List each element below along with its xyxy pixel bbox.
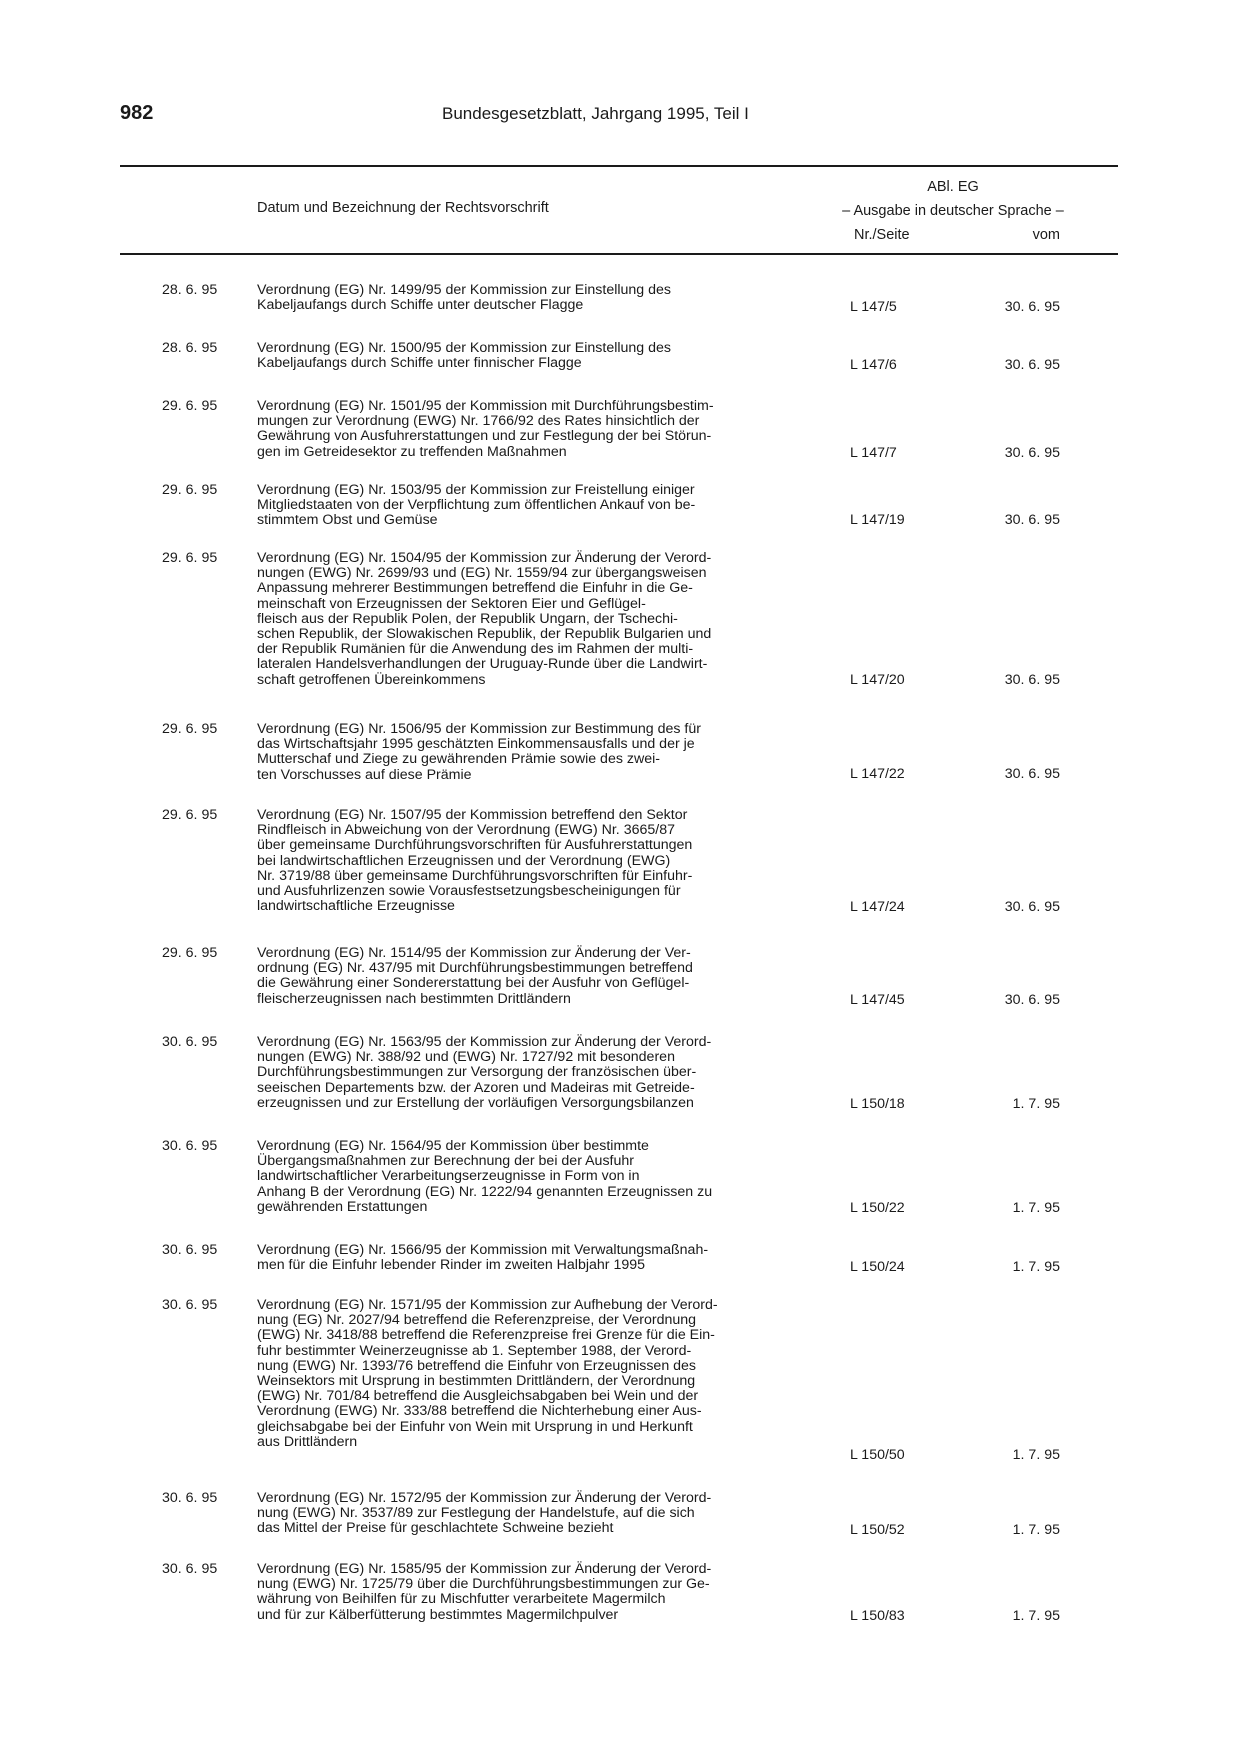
entry-title bbox=[257, 946, 790, 1007]
entry-title-line: Verordnung (EG) Nr. 1504/95 der Kommission zur Änderung der Verord- bbox=[257, 550, 712, 566]
entry-vom: 30. 6. 95 bbox=[1004, 992, 1060, 1008]
col-header-ausgabe: – Ausgabe in deutscher Sprache – bbox=[842, 203, 1064, 219]
entry-title bbox=[257, 1491, 790, 1537]
entry-title-line: nungen (EWG) Nr. 2699/93 und (EG) Nr. 1559/94 zur übergangsweisen bbox=[257, 565, 707, 582]
entry-date: 30. 6. 95 bbox=[162, 1138, 218, 1154]
entry-title-line: Verordnung (EG) Nr. 1585/95 der Kommission zur Änderung der Verord- bbox=[257, 1561, 712, 1577]
entry-nr-seite: L 150/52 bbox=[850, 1522, 905, 1538]
entry-title-line: aus Drittländern bbox=[257, 1433, 358, 1450]
entry-title-line: fuhr bestimmter Weinerzeugnisse ab 1. September 1988, der Verord- bbox=[257, 1342, 692, 1359]
entry-date: 29. 6. 95 bbox=[162, 482, 218, 498]
entry-title-line: Weinsektors mit Ursprung in bestimmten Drittländern, der Verordnung bbox=[257, 1373, 696, 1390]
entry-title-line: lateralen Handelsverhandlungen der Uruguay-Runde über die Landwirt- bbox=[257, 656, 708, 673]
entry-date: 29. 6. 95 bbox=[162, 807, 218, 823]
entry-title-line: bei landwirtschaftlichen Erzeugnissen und der Verordnung (EWG) bbox=[257, 852, 671, 869]
entry-title-line: nung (EWG) Nr. 1393/76 betreffend die Einfuhr von Erzeugnissen des bbox=[257, 1357, 697, 1374]
entry-nr-seite: L 150/24 bbox=[850, 1259, 905, 1275]
entry-nr-seite: L 147/20 bbox=[850, 672, 905, 688]
entry-title bbox=[257, 283, 790, 313]
entry-title-line: Mitgliedstaaten von der Verpflichtung zum öffentlichen Ankauf von be- bbox=[257, 497, 696, 514]
entry-vom: 30. 6. 95 bbox=[1004, 512, 1060, 528]
entry-date: 30. 6. 95 bbox=[162, 1297, 218, 1313]
entry-title-line: Gewährung von Ausfuhrerstattungen und zur Festlegung der bei Störun- bbox=[257, 428, 712, 445]
entry-nr-seite: L 150/18 bbox=[850, 1096, 905, 1112]
entry-title-line: Verordnung (EWG) Nr. 333/88 betreffend die Nichterhebung einer Aus- bbox=[257, 1403, 702, 1420]
entry-title-line: und für zur Kälberfütterung bestimmtes Magermilchpulver bbox=[257, 1606, 619, 1623]
entry-title-line: (EWG) Nr. 3418/88 betreffend die Referenzpreise frei Grenze für die Ein- bbox=[257, 1327, 715, 1344]
entry-title bbox=[257, 483, 790, 529]
entry-title-line: das Wirtschaftsjahr 1995 geschätzten Einkommensausfalls und der je bbox=[257, 736, 695, 753]
entry-title-line: nungen (EWG) Nr. 388/92 und (EWG) Nr. 1727/92 mit besonderen bbox=[257, 1049, 675, 1066]
header-rule-bottom bbox=[120, 253, 1118, 255]
entry-title-line: ten Vorschusses auf diese Prämie bbox=[257, 766, 472, 783]
entry-title-line: Mutterschaf und Ziege zu gewährenden Prämie sowie des zwei- bbox=[257, 751, 660, 768]
entry-date: 28. 6. 95 bbox=[162, 282, 218, 298]
entry-title-line: landwirtschaftliche Erzeugnisse bbox=[257, 898, 455, 915]
entry-title-line: gen im Getreidesektor zu treffenden Maßnahmen bbox=[257, 443, 567, 460]
entry-title-line: nung (EWG) Nr. 1725/79 über die Durchführungsbestimmungen zur Ge- bbox=[257, 1576, 710, 1593]
entry-title-line: Verordnung (EG) Nr. 1500/95 der Kommission zur Einstellung des bbox=[257, 340, 672, 356]
entry-title-line: Nr. 3719/88 über gemeinsame Durchführungsvorschriften für Einfuhr- bbox=[257, 867, 693, 884]
entry-title-line: ordnung (EG) Nr. 437/95 mit Durchführungsbestimmungen betreffend bbox=[257, 960, 693, 977]
entry-title-line: Verordnung (EG) Nr. 1571/95 der Kommission zur Aufhebung der Verord- bbox=[257, 1297, 718, 1313]
entry-nr-seite: L 147/7 bbox=[850, 445, 897, 461]
col-header-vom: vom bbox=[1032, 227, 1060, 243]
entry-title-line: Anpassung mehrerer Bestimmungen betreffend die Einfuhr in die Ge- bbox=[257, 580, 693, 597]
entry-title-line: über gemeinsame Durchführungsvorschriften für Ausfuhrerstattungen bbox=[257, 837, 693, 854]
entry-title-line: Anhang B der Verordnung (EG) Nr. 1222/94 genannten Erzeugnissen zu bbox=[257, 1183, 713, 1200]
entry-title-line: Verordnung (EG) Nr. 1514/95 der Kommission zur Änderung der Ver- bbox=[257, 945, 691, 961]
entry-title bbox=[257, 1298, 790, 1450]
entry-title-line: landwirtschaftlicher Verarbeitungserzeugnisse in Form von in bbox=[257, 1168, 640, 1185]
entry-date: 29. 6. 95 bbox=[162, 550, 218, 566]
entry-title bbox=[257, 1139, 790, 1215]
entry-date: 30. 6. 95 bbox=[162, 1242, 218, 1258]
entry-title-line: Verordnung (EG) Nr. 1506/95 der Kommission zur Bestimmung des für bbox=[257, 721, 701, 737]
entry-nr-seite: L 147/24 bbox=[850, 899, 905, 915]
entry-title bbox=[257, 551, 790, 688]
entry-date: 30. 6. 95 bbox=[162, 1490, 218, 1506]
entry-title-line: das Mittel der Preise für geschlachtete Schweine bezieht bbox=[257, 1520, 614, 1537]
entry-vom: 30. 6. 95 bbox=[1004, 445, 1060, 461]
entry-vom: 30. 6. 95 bbox=[1004, 299, 1060, 315]
entry-nr-seite: L 150/83 bbox=[850, 1608, 905, 1624]
entry-title-line: Verordnung (EG) Nr. 1499/95 der Kommission zur Einstellung des bbox=[257, 282, 672, 298]
entry-title bbox=[257, 808, 790, 914]
entry-nr-seite: L 147/5 bbox=[850, 299, 897, 315]
entry-title-line: der Republik Rumänien für die Anwendung des im Rahmen der multi- bbox=[257, 641, 694, 658]
entry-title-line: Verordnung (EG) Nr. 1566/95 der Kommission mit Verwaltungsmaßnah- bbox=[257, 1242, 709, 1258]
col-header-datum-bezeichnung: Datum und Bezeichnung der Rechtsvorschrift bbox=[257, 200, 549, 216]
entry-vom: 1. 7. 95 bbox=[1012, 1096, 1060, 1112]
entry-title bbox=[257, 722, 790, 783]
entry-date: 29. 6. 95 bbox=[162, 721, 218, 737]
entry-title-line: Durchführungsbestimmungen zur Versorgung der französischen über- bbox=[257, 1064, 697, 1081]
entry-title-line: Verordnung (EG) Nr. 1572/95 der Kommission zur Änderung der Verord- bbox=[257, 1490, 712, 1506]
entry-title-line: währung von Beihilfen für zu Mischfutter verarbeitete Magermilch bbox=[257, 1591, 666, 1608]
entry-title-line: schaft getroffenen Übereinkommens bbox=[257, 671, 486, 688]
entry-title-line: nung (EG) Nr. 2027/94 betreffend die Referenzpreise, der Verordnung bbox=[257, 1312, 697, 1329]
entry-title-line: gewährenden Erstattungen bbox=[257, 1198, 428, 1215]
entry-vom: 1. 7. 95 bbox=[1012, 1200, 1060, 1216]
entry-title-line: Verordnung (EG) Nr. 1563/95 der Kommission zur Änderung der Verord- bbox=[257, 1034, 712, 1050]
entry-title-line: erzeugnissen und zur Erstellung der vorläufigen Versorgungsbilanzen bbox=[257, 1094, 694, 1111]
entry-nr-seite: L 150/50 bbox=[850, 1447, 905, 1463]
entry-nr-seite: L 147/6 bbox=[850, 357, 897, 373]
entry-title bbox=[257, 1562, 790, 1623]
entry-vom: 1. 7. 95 bbox=[1012, 1608, 1060, 1624]
entry-vom: 30. 6. 95 bbox=[1004, 357, 1060, 373]
entry-vom: 30. 6. 95 bbox=[1004, 766, 1060, 782]
entry-title bbox=[257, 341, 790, 371]
col-header-abl-title: ABl. EG bbox=[927, 179, 979, 195]
entry-date: 28. 6. 95 bbox=[162, 340, 218, 356]
entry-nr-seite: L 147/22 bbox=[850, 766, 905, 782]
entry-title-line: Rindfleisch in Abweichung von der Verordnung (EWG) Nr. 3665/87 bbox=[257, 822, 675, 839]
entry-nr-seite: L 147/45 bbox=[850, 992, 905, 1008]
entry-title-line: meinschaft von Erzeugnissen der Sektoren Eier und Geflügel- bbox=[257, 595, 646, 612]
entry-title-line: schen Republik, der Slowakischen Republik, der Republik Bulgarien und bbox=[257, 626, 712, 643]
entry-title bbox=[257, 1243, 790, 1273]
entry-title-line: Kabeljaufangs durch Schiffe unter finnischer Flagge bbox=[257, 355, 582, 372]
entry-vom: 1. 7. 95 bbox=[1012, 1447, 1060, 1463]
entry-title-line: Verordnung (EG) Nr. 1501/95 der Kommission mit Durchführungsbestim- bbox=[257, 398, 714, 414]
entry-nr-seite: L 147/19 bbox=[850, 512, 905, 528]
entry-title-line: und Ausfuhrlizenzen sowie Vorausfestsetzungsbescheinigungen für bbox=[257, 883, 681, 900]
col-header-nr-seite: Nr./Seite bbox=[854, 227, 910, 243]
entry-title-line: Kabeljaufangs durch Schiffe unter deutscher Flagge bbox=[257, 297, 584, 314]
entry-title-line: nung (EWG) Nr. 3537/89 zur Festlegung der Handelstufe, auf die sich bbox=[257, 1505, 695, 1522]
entry-nr-seite: L 150/22 bbox=[850, 1200, 905, 1216]
entry-title-line: (EWG) Nr. 701/84 betreffend die Ausgleichsabgaben bei Wein und der bbox=[257, 1388, 699, 1405]
page-number: 982 bbox=[120, 102, 154, 124]
entry-title bbox=[257, 399, 790, 460]
entry-title-line: gleichsabgabe bei der Einfuhr von Wein mit Ursprung in und Herkunft bbox=[257, 1418, 693, 1435]
entry-title-line: die Gewährung einer Sondererstattung bei der Ausfuhr von Geflügel- bbox=[257, 975, 690, 992]
entry-date: 29. 6. 95 bbox=[162, 945, 218, 961]
entry-title bbox=[257, 1035, 790, 1111]
entry-title-line: Verordnung (EG) Nr. 1564/95 der Kommission über bestimmte bbox=[257, 1138, 649, 1154]
entry-title-line: fleischerzeugnissen nach bestimmten Drittländern bbox=[257, 990, 571, 1007]
col-header-abl bbox=[818, 175, 1088, 247]
running-head: Bundesgesetzblatt, Jahrgang 1995, Teil I bbox=[442, 104, 749, 123]
col-header-abl-sub bbox=[818, 223, 1088, 247]
entry-title-line: seeischen Departements bzw. der Azoren und Madeiras mit Getreide- bbox=[257, 1079, 695, 1096]
entry-vom: 1. 7. 95 bbox=[1012, 1259, 1060, 1275]
header-rule-top bbox=[120, 165, 1118, 167]
entry-title-line: Verordnung (EG) Nr. 1503/95 der Kommission zur Freistellung einiger bbox=[257, 482, 695, 498]
entry-date: 30. 6. 95 bbox=[162, 1034, 218, 1050]
entry-vom: 1. 7. 95 bbox=[1012, 1522, 1060, 1538]
entry-title-line: Übergangsmaßnahmen zur Berechnung der bei der Ausfuhr bbox=[257, 1153, 634, 1170]
entry-title-line: mungen zur Verordnung (EWG) Nr. 1766/92 des Rates hinsichtlich der bbox=[257, 413, 700, 430]
entry-title-line: stimmtem Obst und Gemüse bbox=[257, 512, 438, 529]
entry-date: 30. 6. 95 bbox=[162, 1561, 218, 1577]
entry-date: 29. 6. 95 bbox=[162, 398, 218, 414]
entry-title-line: men für die Einfuhr lebender Rinder im zweiten Halbjahr 1995 bbox=[257, 1257, 646, 1274]
entry-vom: 30. 6. 95 bbox=[1004, 899, 1060, 915]
entry-vom: 30. 6. 95 bbox=[1004, 672, 1060, 688]
entry-title-line: Verordnung (EG) Nr. 1507/95 der Kommission betreffend den Sektor bbox=[257, 807, 688, 823]
entry-title-line: fleisch aus der Republik Polen, der Republik Ungarn, der Tschechi- bbox=[257, 610, 678, 627]
